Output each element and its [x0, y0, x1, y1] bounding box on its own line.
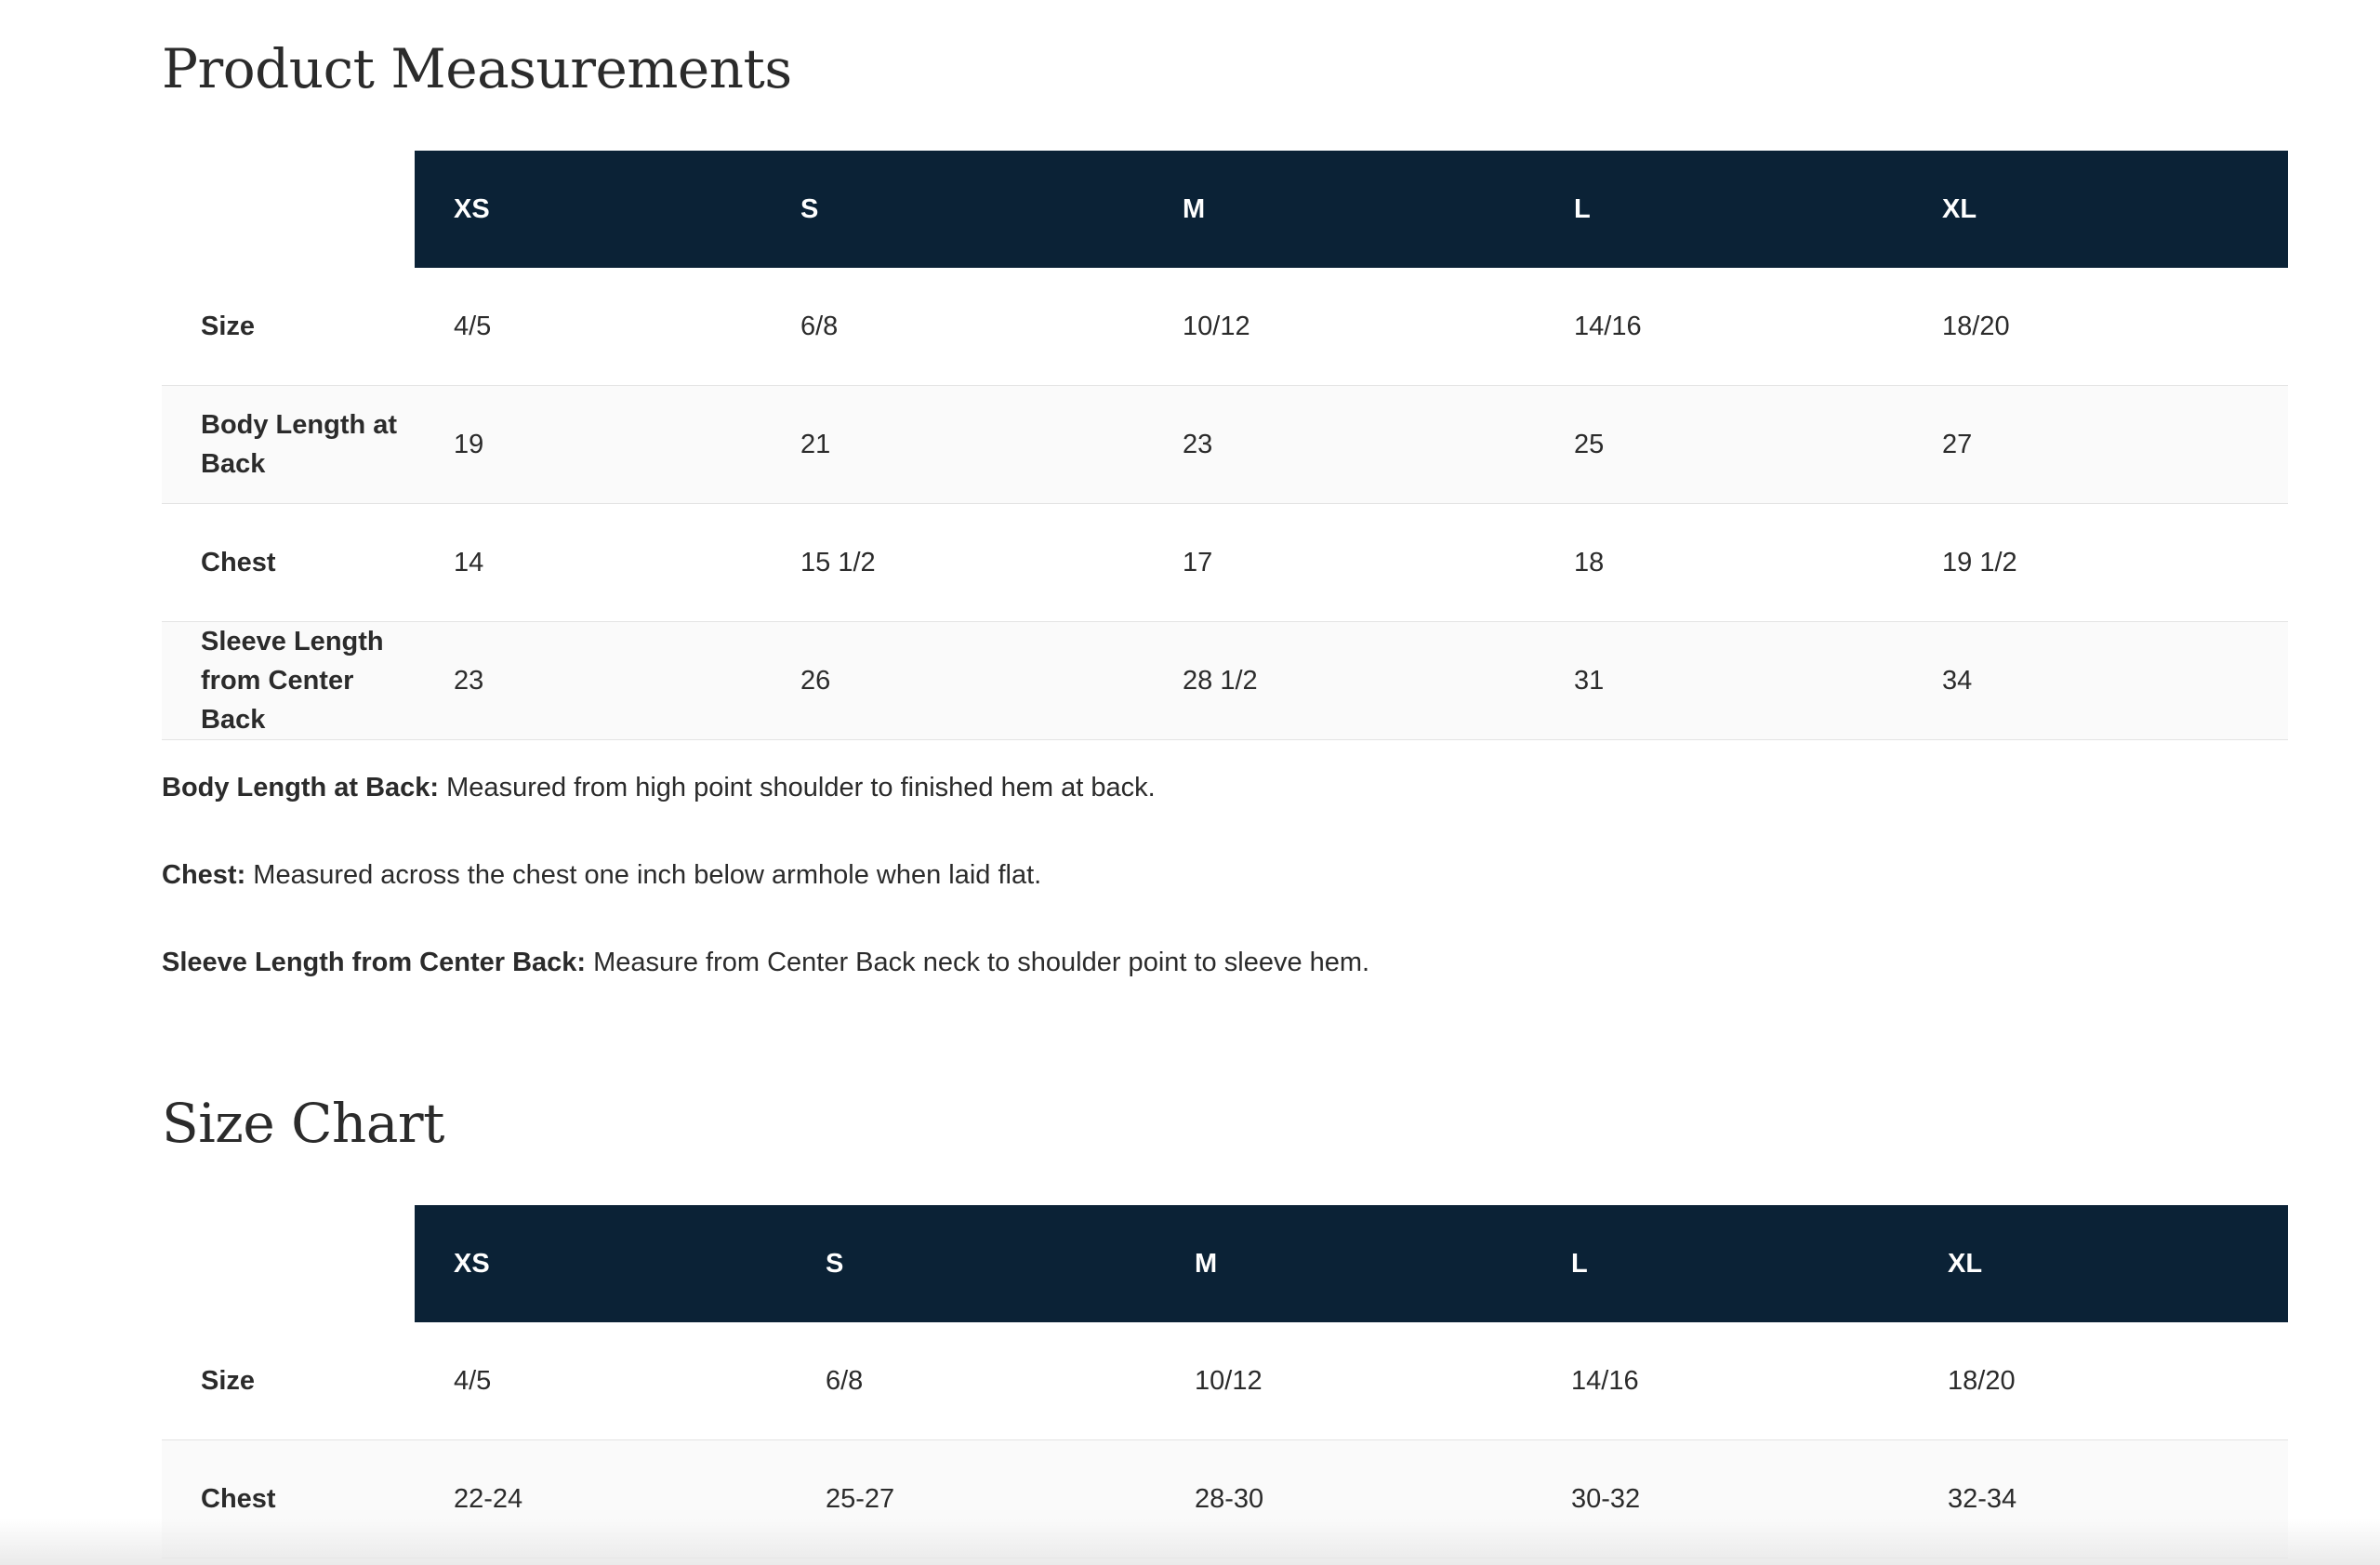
table-row: [162, 622, 2288, 740]
note-term: Sleeve Length from Center Back:: [162, 948, 587, 977]
table-cell: 30-32: [1532, 1440, 1909, 1558]
table-corner-cell: [162, 1205, 415, 1322]
column-header-xs: XS: [415, 151, 761, 268]
note-sleeve-length: [162, 943, 2288, 982]
column-header-l: L: [1532, 1205, 1909, 1322]
note-text: Measure from Center Back neck to shoulder point to sleeve hem.: [586, 948, 1370, 977]
table-cell: 32-34: [1909, 1440, 2288, 1558]
table-cell: 34: [1903, 622, 2288, 740]
table-row: [162, 386, 2288, 504]
table-cell: 4/5: [415, 1322, 787, 1440]
product-measurements-title: Product Measurements: [162, 37, 792, 100]
section-spacer: [162, 1030, 2288, 1090]
table-cell: 18/20: [1903, 268, 2288, 386]
note-text: Measured from high point shoulder to finished hem at back.: [439, 773, 1156, 802]
row-label-chest: Chest: [162, 504, 415, 622]
table-cell: 4/5: [415, 268, 761, 386]
table-cell: 14/16: [1532, 1322, 1909, 1440]
row-label-chest: Chest: [162, 1440, 415, 1558]
measurement-notes: [162, 768, 2288, 982]
column-header-l: L: [1535, 151, 1903, 268]
table-cell: 19 1/2: [1903, 504, 2288, 622]
size-chart-title: Size Chart: [162, 1092, 444, 1155]
note-body-length: [162, 768, 2288, 807]
table-cell: 15 1/2: [761, 504, 1144, 622]
table-cell: 18/20: [1909, 1322, 2288, 1440]
note-term: Body Length at Back:: [162, 773, 440, 802]
table-row: [162, 504, 2288, 622]
row-label-size: Size: [162, 268, 415, 386]
table-corner-cell: [162, 151, 415, 268]
table-cell: 23: [1144, 386, 1535, 504]
table-cell: 28 1/2: [1144, 622, 1535, 740]
main-content: [162, 0, 2288, 1558]
product-measurements-table: [162, 151, 2288, 740]
table-cell: 19: [415, 386, 761, 504]
column-header-xs: XS: [415, 1205, 787, 1322]
table-cell: 10/12: [1144, 268, 1535, 386]
table-cell: 23: [415, 622, 761, 740]
table-cell: 22-24: [415, 1440, 787, 1558]
note-chest: [162, 855, 2288, 895]
table-header-row: [162, 151, 2288, 268]
size-chart-table: [162, 1205, 2288, 1558]
table-cell: 26: [761, 622, 1144, 740]
table-cell: 25-27: [787, 1440, 1156, 1558]
table-cell: 21: [761, 386, 1144, 504]
column-header-m: M: [1156, 1205, 1532, 1322]
note-term: Chest:: [162, 860, 246, 890]
table-cell: 18: [1535, 504, 1903, 622]
table-cell: 31: [1535, 622, 1903, 740]
column-header-xl: XL: [1909, 1205, 2288, 1322]
column-header-m: M: [1144, 151, 1535, 268]
column-header-xl: XL: [1903, 151, 2288, 268]
bottom-fade-overlay: [0, 1519, 2380, 1565]
table-cell: 25: [1535, 386, 1903, 504]
table-cell: 6/8: [787, 1322, 1156, 1440]
row-label-sleeve-length: Sleeve Length from Center Back: [162, 622, 415, 740]
row-label-body-length: Body Length at Back: [162, 386, 415, 504]
table-header-row: [162, 1205, 2288, 1322]
table-cell: 10/12: [1156, 1322, 1532, 1440]
row-label-size: Size: [162, 1322, 415, 1440]
table-row: [162, 1322, 2288, 1440]
table-row: [162, 268, 2288, 386]
table-cell: 27: [1903, 386, 2288, 504]
table-cell: 6/8: [761, 268, 1144, 386]
note-text: Measured across the chest one inch below armhole when laid flat.: [245, 860, 1042, 890]
table-cell: 17: [1144, 504, 1535, 622]
column-header-s: S: [787, 1205, 1156, 1322]
column-header-s: S: [761, 151, 1144, 268]
table-cell: 28-30: [1156, 1440, 1532, 1558]
table-cell: 14/16: [1535, 268, 1903, 386]
table-cell: 14: [415, 504, 761, 622]
